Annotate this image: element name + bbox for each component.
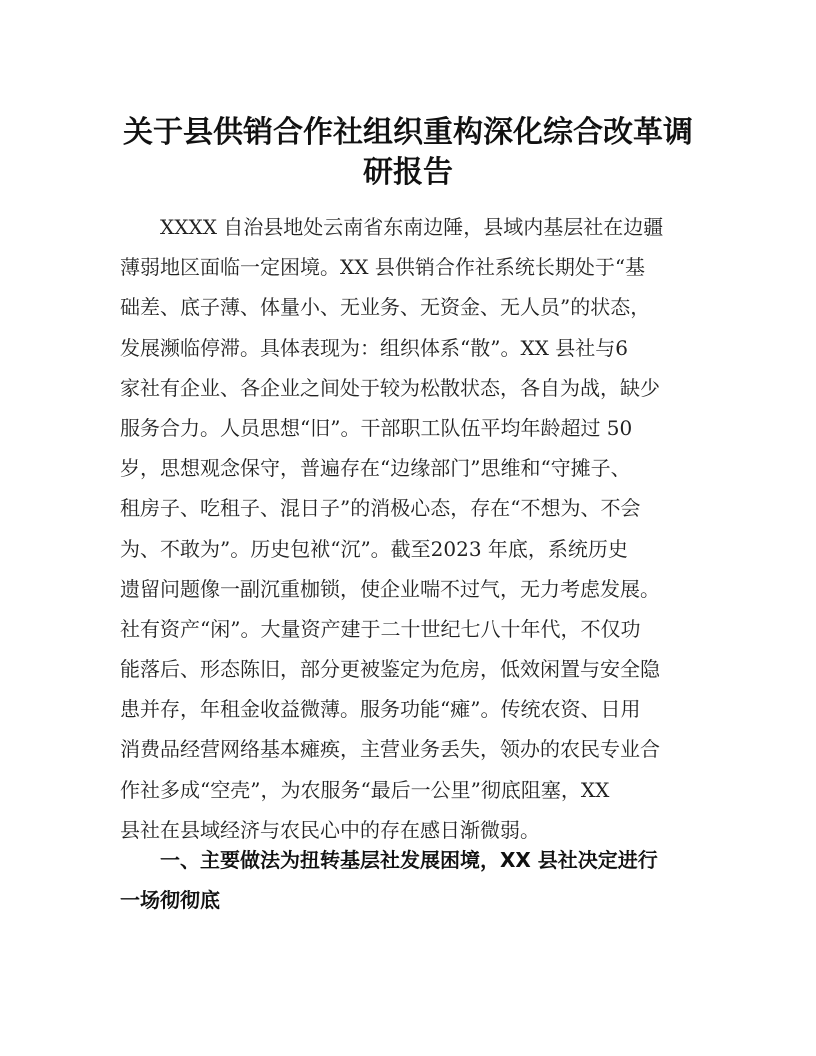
- paragraph-line: 服务合力。人员思想“旧”。干部职工队伍平均年龄超过 50: [120, 415, 633, 440]
- paragraph-line: 发展濒临停滞。具体表现为：组织体系“散”。XX 县社与6: [120, 335, 629, 360]
- heading-line: 一场彻彻底: [120, 888, 220, 913]
- paragraph-line: 租房子、吃租子、混日子”的消极心态，存在“不想为、不会: [120, 496, 641, 521]
- paragraph-line: 薄弱地区面临一定困境。XX 县供销合作社系统长期处于“基: [120, 255, 646, 280]
- title-line: 研报告: [363, 155, 453, 191]
- paragraph-line: XXXX 自治县地处云南省东南边陲，县域内基层社在边疆: [160, 215, 664, 239]
- section-heading: [120, 840, 700, 920]
- paragraph-line: 础差、底子薄、体量小、无业务、无资金、无人员”的状态，: [120, 295, 651, 320]
- body-paragraph: [120, 207, 696, 850]
- paragraph-line: 能落后、形态陈旧，部分更被鉴定为危房，低效闲置与安全隐: [120, 657, 660, 682]
- title-line: 关于县供销合作社组织重构深化综合改革调: [123, 115, 693, 150]
- paragraph-line: 岁，思想观念保守，普遍存在“边缘部门”思维和“守摊子、: [120, 456, 631, 481]
- paragraph-line: 遗留问题像一副沉重枷锁，使企业喘不过气，无力考虑发展。: [120, 576, 660, 601]
- paragraph-line: 家社有企业、各企业之间处于较为松散状态，各自为战，缺少: [120, 375, 660, 400]
- paragraph-line: 患并存，年租金收益微薄。服务功能“瘫”。传统农资、日用: [120, 697, 641, 722]
- paragraph-line: 消费品经营网络基本瘫痪，主营业务丢失，领办的农民专业合: [120, 737, 660, 762]
- paragraph-line: 作社多成“空壳”，为农服务“最后一公里”彻底阻塞，XX: [120, 777, 610, 802]
- paragraph-line: 县社在县域经济与农民心中的存在感日渐微弱。: [120, 817, 540, 842]
- document-title: [110, 112, 706, 192]
- paragraph-line: 社有资产“闲”。大量资产建于二十世纪七八十年代，不仅功: [120, 616, 641, 641]
- paragraph-line: 为、不敢为”。历史包袱“沉”。截至2023 年底，系统历史: [120, 536, 628, 561]
- heading-line: 一、主要做法为扭转基层社发展困境，XX 县社决定进行: [160, 848, 658, 872]
